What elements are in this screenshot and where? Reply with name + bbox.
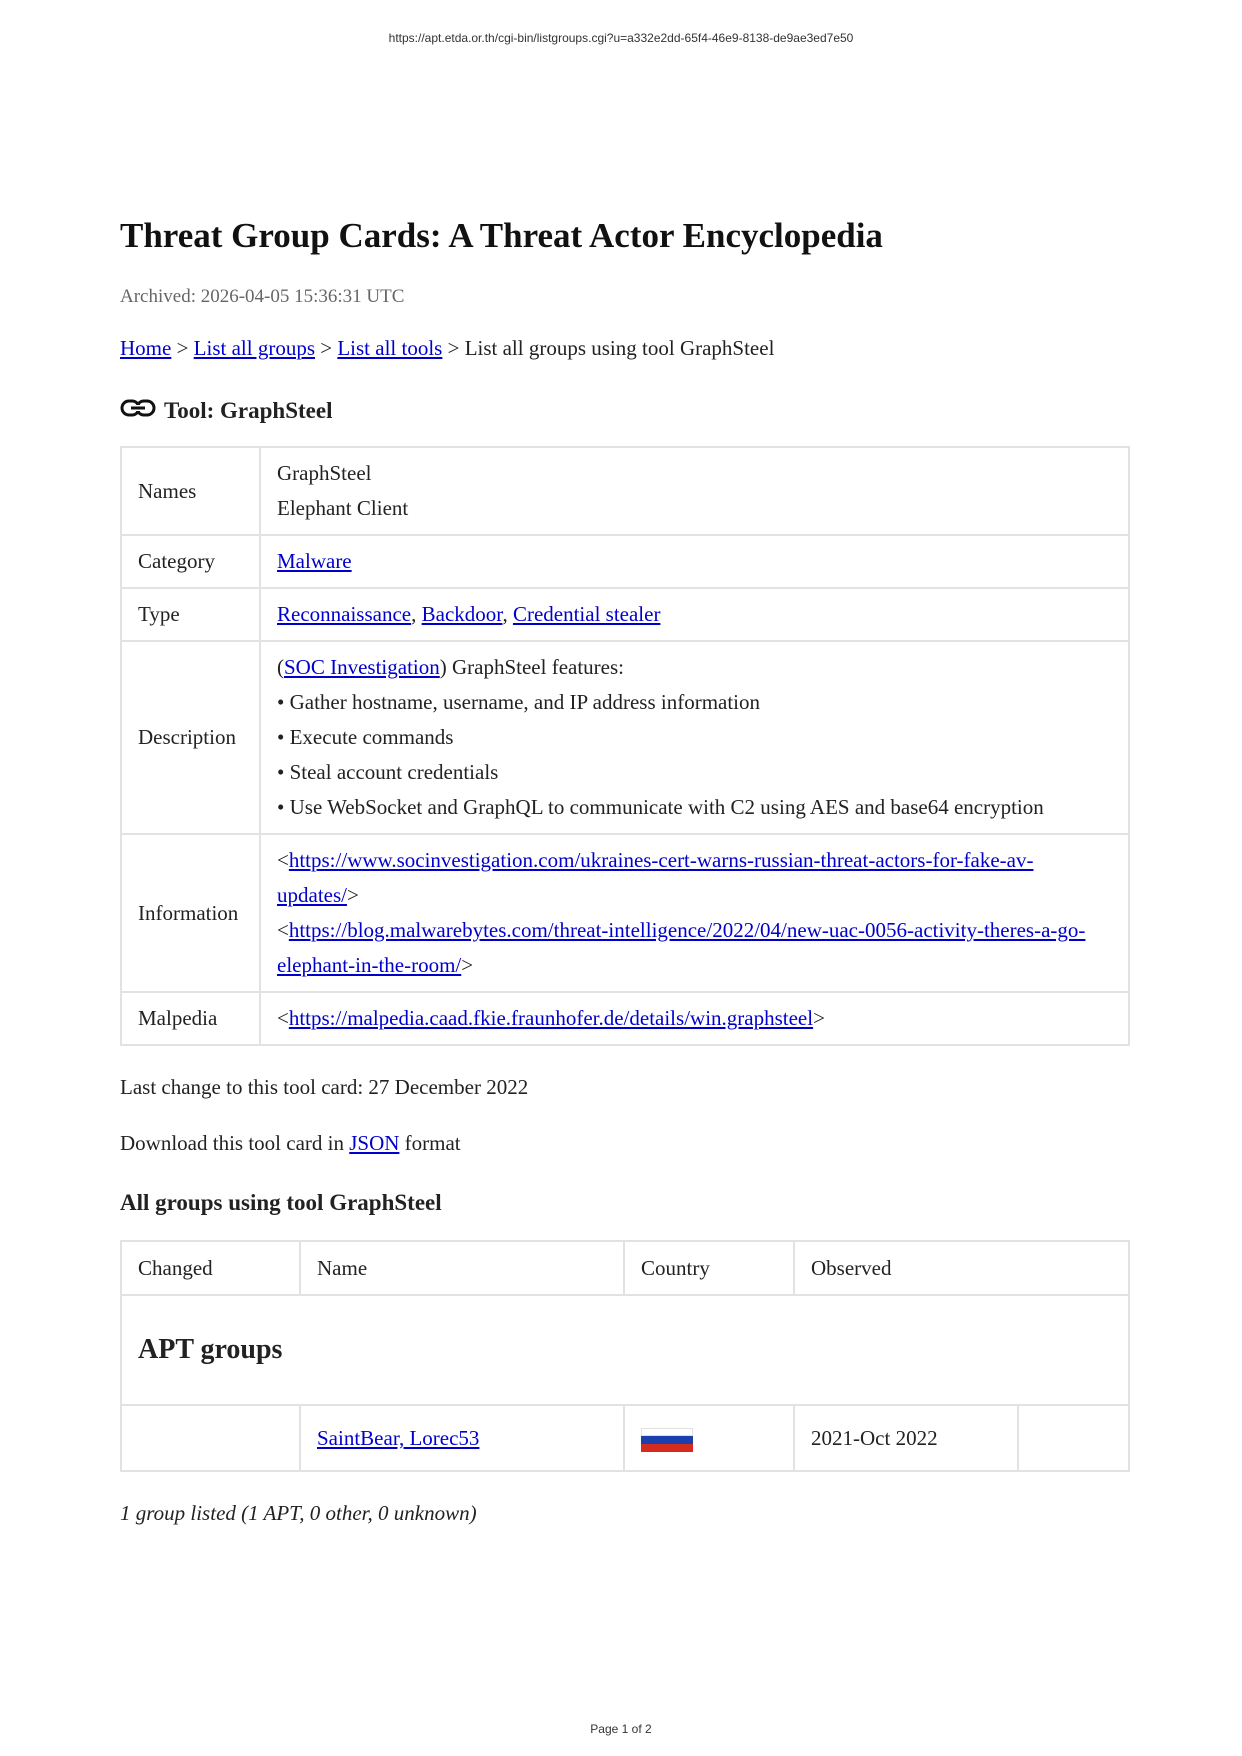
- page-number: Page 1 of 2: [590, 1722, 652, 1736]
- header-observed: Observed: [794, 1241, 1129, 1295]
- page-title: Threat Group Cards: A Threat Actor Encyclopedia: [120, 216, 883, 255]
- breadcrumb-tools-link[interactable]: List all tools: [337, 336, 443, 360]
- table-row: [121, 1405, 1129, 1471]
- link-icon: [120, 398, 156, 420]
- malpedia-link[interactable]: https://malpedia.caad.fkie.fraunhofer.de/details/win.graphsteel: [288, 1006, 814, 1030]
- group-link-saintbear[interactable]: SaintBear, Lorec53: [317, 1426, 480, 1450]
- angle-open: <: [277, 918, 289, 942]
- breadcrumb-groups-link[interactable]: List all groups: [193, 336, 315, 360]
- angle-close: >: [813, 1006, 825, 1030]
- description-row: [121, 641, 1129, 834]
- angle-close: >: [346, 883, 359, 907]
- russia-flag-icon: [641, 1428, 693, 1452]
- download-prefix: Download this tool card in: [120, 1131, 344, 1155]
- description-bullet: • Steal account credentials: [277, 760, 499, 784]
- groups-heading: All groups using tool GraphSteel: [120, 1190, 442, 1215]
- apt-section-heading: APT groups: [121, 1295, 1129, 1405]
- tool-heading: [120, 396, 1130, 426]
- name-item: Elephant Client: [277, 496, 409, 520]
- information-link-line: [277, 843, 1112, 913]
- breadcrumb-separator: >: [447, 336, 460, 360]
- name-item: GraphSteel: [277, 461, 372, 485]
- description-bullet: • Gather hostname, username, and IP address information: [277, 690, 761, 714]
- main-content: [120, 212, 1130, 1528]
- download-line: [120, 1128, 1130, 1158]
- malpedia-value: [260, 992, 1129, 1045]
- type-link-credential-stealer[interactable]: Credential stealer: [512, 602, 661, 626]
- header-changed: Changed: [121, 1241, 300, 1295]
- information-label: Information: [121, 834, 260, 992]
- groups-header-row: [121, 1241, 1129, 1295]
- information-row: [121, 834, 1129, 992]
- flag-stripe-blue: [641, 1436, 693, 1444]
- paren-open: (: [277, 655, 284, 679]
- type-link-backdoor[interactable]: Backdoor: [421, 602, 503, 626]
- category-row: [121, 535, 1129, 588]
- header-name: Name: [300, 1241, 624, 1295]
- groups-table: [120, 1240, 1130, 1472]
- row-changed: [121, 1405, 300, 1471]
- type-row: [121, 588, 1129, 641]
- type-label: Type: [121, 588, 260, 641]
- row-name: [300, 1405, 624, 1471]
- archived-timestamp: Archived: 2026-04-05 15:36:31 UTC: [120, 286, 405, 307]
- type-value: [260, 588, 1129, 641]
- breadcrumb-separator: >: [176, 336, 189, 360]
- breadcrumb-separator: >: [320, 336, 333, 360]
- breadcrumb-current: List all groups using tool GraphSteel: [464, 336, 775, 360]
- row-extra: [1018, 1405, 1129, 1471]
- json-download-link[interactable]: JSON: [349, 1131, 400, 1155]
- header-country: Country: [624, 1241, 794, 1295]
- description-bullet: • Use WebSocket and GraphQL to communicate with C2 using AES and base64 encryption: [277, 795, 1044, 819]
- description-intro: [277, 650, 1112, 685]
- malwarebytes-link[interactable]: https://blog.malwarebytes.com/threat-intelligence/2022/04/new-uac-0056-activity-theres-a-go-elephant-in-the-room/: [277, 918, 1086, 977]
- breadcrumb-home-link[interactable]: Home: [120, 336, 172, 360]
- malpedia-row: [121, 992, 1129, 1045]
- socinvestigation-link[interactable]: https://www.socinvestigation.com/ukraines-cert-warns-russian-threat-actors-for-fake-av-updates/: [277, 848, 1034, 907]
- category-label: Category: [121, 535, 260, 588]
- type-separator: ,: [411, 602, 417, 626]
- tool-info-table: [120, 446, 1130, 1046]
- description-intro-text: ) GraphSteel features:: [439, 655, 625, 679]
- names-label: Names: [121, 447, 260, 535]
- description-bullet: • Execute commands: [277, 725, 454, 749]
- page-url: https://apt.etda.or.th/cgi-bin/listgroups.cgi?u=a332e2dd-65f4-46e9-8138-de9ae3ed7e50: [388, 31, 854, 45]
- information-value: [260, 834, 1129, 992]
- names-value: [260, 447, 1129, 535]
- flag-stripe-white: [641, 1428, 693, 1436]
- information-link-line: [277, 913, 1112, 983]
- row-country: [624, 1405, 794, 1471]
- last-change-text: Last change to this tool card: 27 December 2022: [120, 1075, 529, 1099]
- groups-summary: 1 group listed (1 APT, 0 other, 0 unknown): [120, 1501, 477, 1525]
- tool-heading-text: Tool: GraphSteel: [164, 398, 333, 423]
- type-separator: ,: [502, 602, 508, 626]
- flag-stripe-red: [641, 1444, 693, 1452]
- angle-close: >: [461, 953, 474, 977]
- soc-investigation-link[interactable]: SOC Investigation: [284, 655, 440, 679]
- description-label: Description: [121, 641, 260, 834]
- row-observed: 2021-Oct 2022: [794, 1405, 1018, 1471]
- category-link[interactable]: Malware: [277, 549, 352, 573]
- angle-open: <: [277, 1006, 289, 1030]
- angle-open: <: [277, 848, 289, 872]
- download-suffix: format: [404, 1131, 461, 1155]
- category-value: [260, 535, 1129, 588]
- apt-section-row: [121, 1295, 1129, 1405]
- breadcrumb: [120, 334, 1130, 362]
- description-value: [260, 641, 1129, 834]
- names-row: [121, 447, 1129, 535]
- type-link-reconnaissance[interactable]: Reconnaissance: [277, 602, 412, 626]
- malpedia-label: Malpedia: [121, 992, 260, 1045]
